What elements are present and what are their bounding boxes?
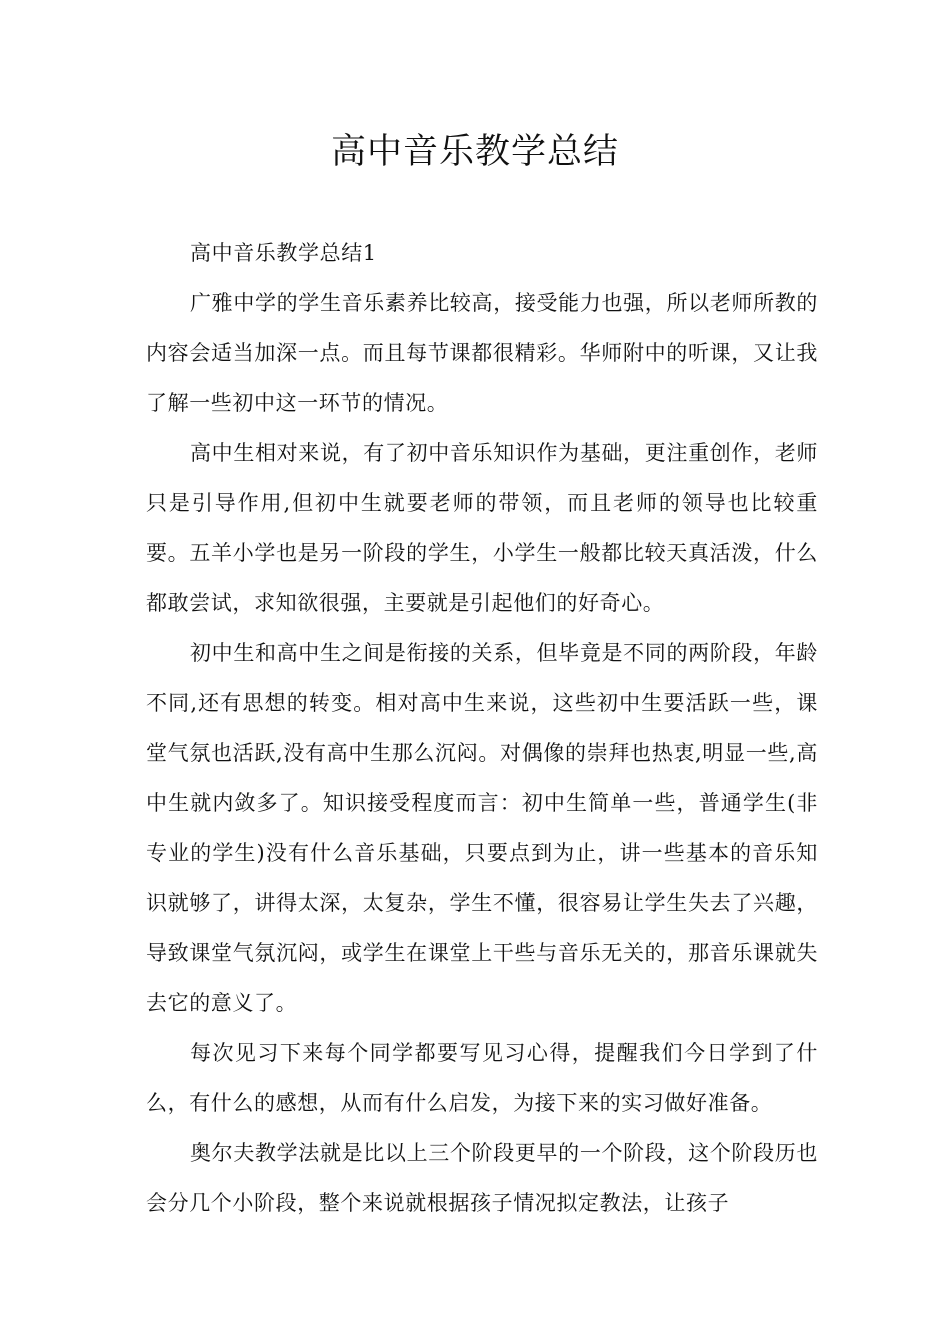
- paragraph: 高中生相对来说，有了初中音乐知识作为基础，更注重创作，老师只是引导作用,但初中生就要老师的带领，而且老师的领导也比较重要。五羊小学也是另一阶段的学生，小学生一般都比较天真活泼，什么都敢尝试，求知欲很强，主要就是引起他们的好奇心。: [146, 441, 818, 615]
- document-title: 高中音乐教学总结: [330, 132, 619, 172]
- paragraph: 广雅中学的学生音乐素养比较高，接受能力也强，所以老师所教的内容会适当加深一点。而且每节课都很精彩。华师附中的听课，又让我了解一些初中这一环节的情况。: [146, 291, 818, 415]
- section-heading: 高中音乐教学总结1: [190, 241, 377, 265]
- paragraph: 奥尔夫教学法就是比以上三个阶段更早的一个阶段，这个阶段历也会分几个小阶段，整个来说就根据孩子情况拟定教法，让孩子: [146, 1141, 818, 1215]
- paragraph: 初中生和高中生之间是衔接的关系，但毕竟是不同的两阶段，年龄不同,还有思想的转变。相对高中生来说，这些初中生要活跃一些，课堂气氛也活跃,没有高中生那么沉闷。对偶像的崇拜也热衷,明显一些,高中生就内敛多了。知识接受程度而言：初中生简单一些，普通学生(非专业的学生)没有什么音乐基础，只要点到为止，讲一些基本的音乐知识就够了，讲得太深，太复杂，学生不懂，很容易让学生失去了兴趣，导致课堂气氛沉闷，或学生在课堂上干些与音乐无关的，那音乐课就失去它的意义了。: [146, 641, 818, 1015]
- paragraph: 每次见习下来每个同学都要写见习心得，提醒我们今日学到了什么，有什么的感想，从而有什么启发，为接下来的实习做好准备。: [146, 1041, 818, 1115]
- document-body: [146, 228, 818, 1228]
